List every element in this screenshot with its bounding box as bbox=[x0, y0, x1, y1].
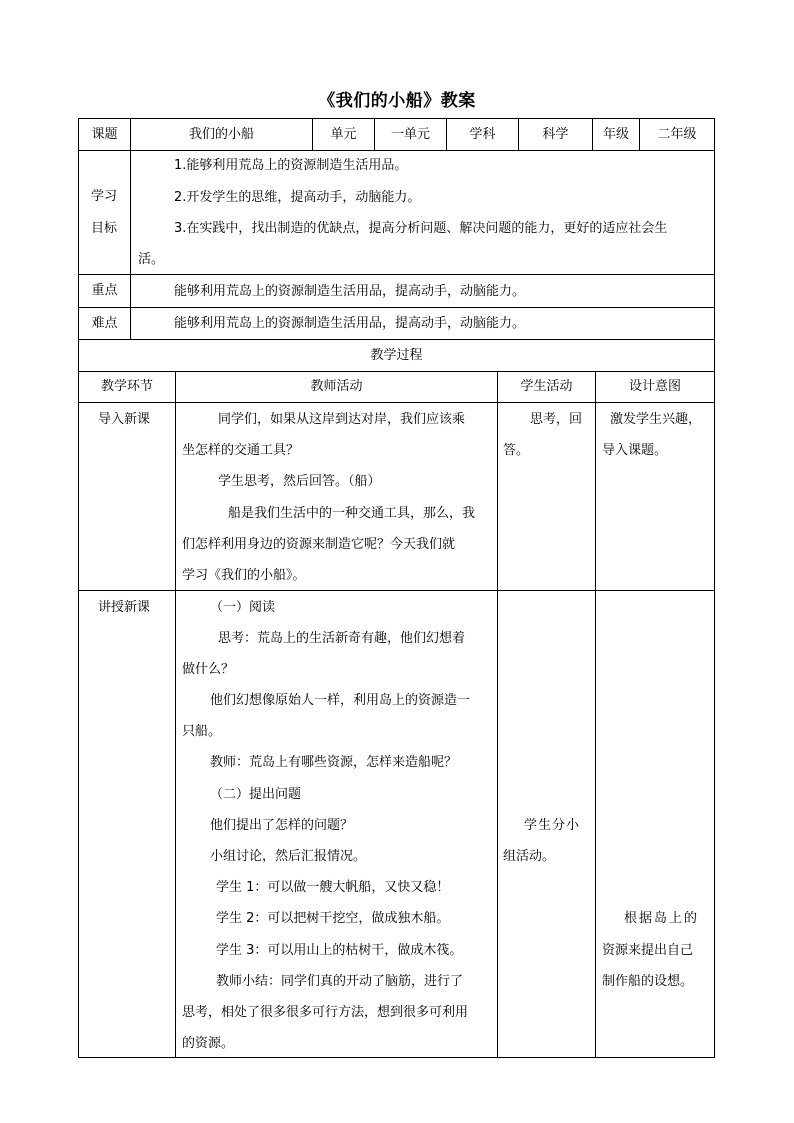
lecture-student-line: 组活动。 bbox=[503, 849, 556, 864]
intro-teacher-line: 学生思考，然后回答。（船） bbox=[218, 474, 381, 489]
subject-label-cell bbox=[446, 118, 519, 151]
intro-stage-cell bbox=[78, 402, 176, 591]
difficult-point-label: 难点 bbox=[91, 315, 118, 331]
lecture-intent-line: 制作船的设想。 bbox=[602, 974, 694, 989]
grade-label: 年级 bbox=[602, 126, 629, 142]
subject-label: 学科 bbox=[469, 126, 496, 142]
lecture-student-line: 学生分小 bbox=[524, 818, 581, 833]
lecture-teacher-line: 他们幻想像原始人一样，利用岛上的资源造一 bbox=[210, 693, 471, 708]
difficult-point-text: 能够利用荒岛上的资源制造生活用品，提高动手，动脑能力。 bbox=[174, 316, 526, 331]
process-header-cell bbox=[78, 339, 715, 372]
unit-value-cell bbox=[374, 118, 447, 151]
intro-teacher-line: 同学们，如果从这岸到达对岸，我们应该乘 bbox=[218, 412, 466, 427]
column-header-intent: 设计意图 bbox=[595, 371, 715, 403]
intro-intent-line: 激发学生兴趣， bbox=[610, 412, 702, 427]
objectives-label-line2: 目标 bbox=[91, 221, 118, 236]
lecture-intent-line: 根据岛上的 bbox=[624, 911, 700, 926]
page-title: 《我们的小船》教案 bbox=[318, 91, 476, 111]
column-header-teacher: 教师活动 bbox=[175, 371, 498, 403]
key-point-text: 能够利用荒岛上的资源制造生活用品，提高动手，动脑能力。 bbox=[174, 284, 526, 299]
unit-label: 单元 bbox=[330, 126, 357, 142]
lecture-teacher-line: （二）提出问题 bbox=[210, 787, 302, 802]
subject-value: 科学 bbox=[542, 126, 569, 142]
intro-stage: 导入新课 bbox=[98, 412, 151, 427]
intro-student-line: 答。 bbox=[503, 443, 530, 458]
objective-line: 活。 bbox=[138, 252, 165, 267]
intro-teacher-cell bbox=[175, 402, 498, 591]
lecture-teacher-line: 学生 3：可以用山上的枯树干，做成木筏。 bbox=[216, 943, 463, 958]
topic-value: 我们的小船 bbox=[188, 126, 254, 142]
intro-intent-cell bbox=[595, 402, 715, 591]
lecture-teacher-line: 思考：荒岛上的生活新奇有趣，他们幻想着 bbox=[218, 631, 466, 646]
lecture-teacher-line: （一）阅读 bbox=[210, 600, 276, 615]
objective-line: 3.在实践中，找出制造的优缺点，提高分析问题、解决问题的能力，更好的适应社会生 bbox=[174, 221, 668, 236]
intro-intent-line: 导入课题。 bbox=[602, 443, 668, 458]
objective-line: 2.开发学生的思维，提高动手，动脑能力。 bbox=[174, 190, 421, 205]
grade-label-cell bbox=[592, 118, 640, 151]
intro-teacher-line: 船是我们生活中的一种交通工具，那么，我 bbox=[228, 506, 476, 521]
lecture-teacher-line: 思考，相处了很多很多可行方法，想到很多可利用 bbox=[182, 1005, 469, 1020]
objective-line: 1.能够利用荒岛上的资源制造生活用品。 bbox=[174, 158, 408, 173]
lecture-teacher-line: 做什么？ bbox=[182, 662, 235, 677]
subject-value-cell bbox=[518, 118, 593, 151]
intro-student-line: 思考，回 bbox=[530, 412, 583, 427]
unit-label-cell bbox=[312, 118, 375, 151]
objectives-label-line1: 学习 bbox=[91, 189, 118, 204]
lecture-teacher-line: 小组讨论，然后汇报情况。 bbox=[210, 849, 367, 864]
column-header-stage: 教学环节 bbox=[78, 371, 176, 403]
lecture-teacher-line: 只船。 bbox=[182, 724, 222, 739]
lecture-teacher-line: 学生 2：可以把树干挖空，做成独木船。 bbox=[216, 911, 450, 926]
key-point-label: 重点 bbox=[91, 283, 118, 298]
grade-value: 二年级 bbox=[657, 126, 697, 142]
grade-value-cell bbox=[639, 118, 715, 151]
difficult-point-label-cell bbox=[78, 307, 131, 340]
lecture-intent-line: 资源来提出自己 bbox=[602, 943, 694, 958]
lecture-teacher-line: 学生 1：可以做一艘大帆船，又快又稳！ bbox=[216, 880, 450, 895]
intro-teacher-line: 们怎样利用身边的资源来制造它呢？今天我们就 bbox=[182, 537, 456, 552]
lecture-stage-cell bbox=[78, 590, 176, 1058]
key-point-label-cell bbox=[78, 274, 131, 308]
process-header: 教学过程 bbox=[370, 347, 423, 363]
intro-student-cell bbox=[497, 402, 596, 591]
objectives-label-cell bbox=[78, 150, 131, 275]
intro-teacher-line: 坐怎样的交通工具？ bbox=[182, 443, 300, 458]
topic-value-cell bbox=[130, 118, 313, 151]
topic-label: 课题 bbox=[91, 126, 118, 142]
lecture-teacher-line: 的资源。 bbox=[182, 1036, 235, 1051]
lecture-teacher-line: 教师：荒岛上有哪些资源，怎样来造船呢？ bbox=[210, 755, 458, 770]
lecture-teacher-line: 教师小结：同学们真的开动了脑筋，进行了 bbox=[216, 974, 464, 989]
unit-value: 一单元 bbox=[390, 126, 430, 142]
lecture-stage: 讲授新课 bbox=[98, 600, 151, 615]
lecture-teacher-line: 他们提出了怎样的问题？ bbox=[210, 818, 354, 833]
column-header-student: 学生活动 bbox=[497, 371, 596, 403]
topic-label-cell bbox=[78, 118, 131, 151]
intro-teacher-line: 学习《我们的小船》。 bbox=[182, 568, 306, 583]
